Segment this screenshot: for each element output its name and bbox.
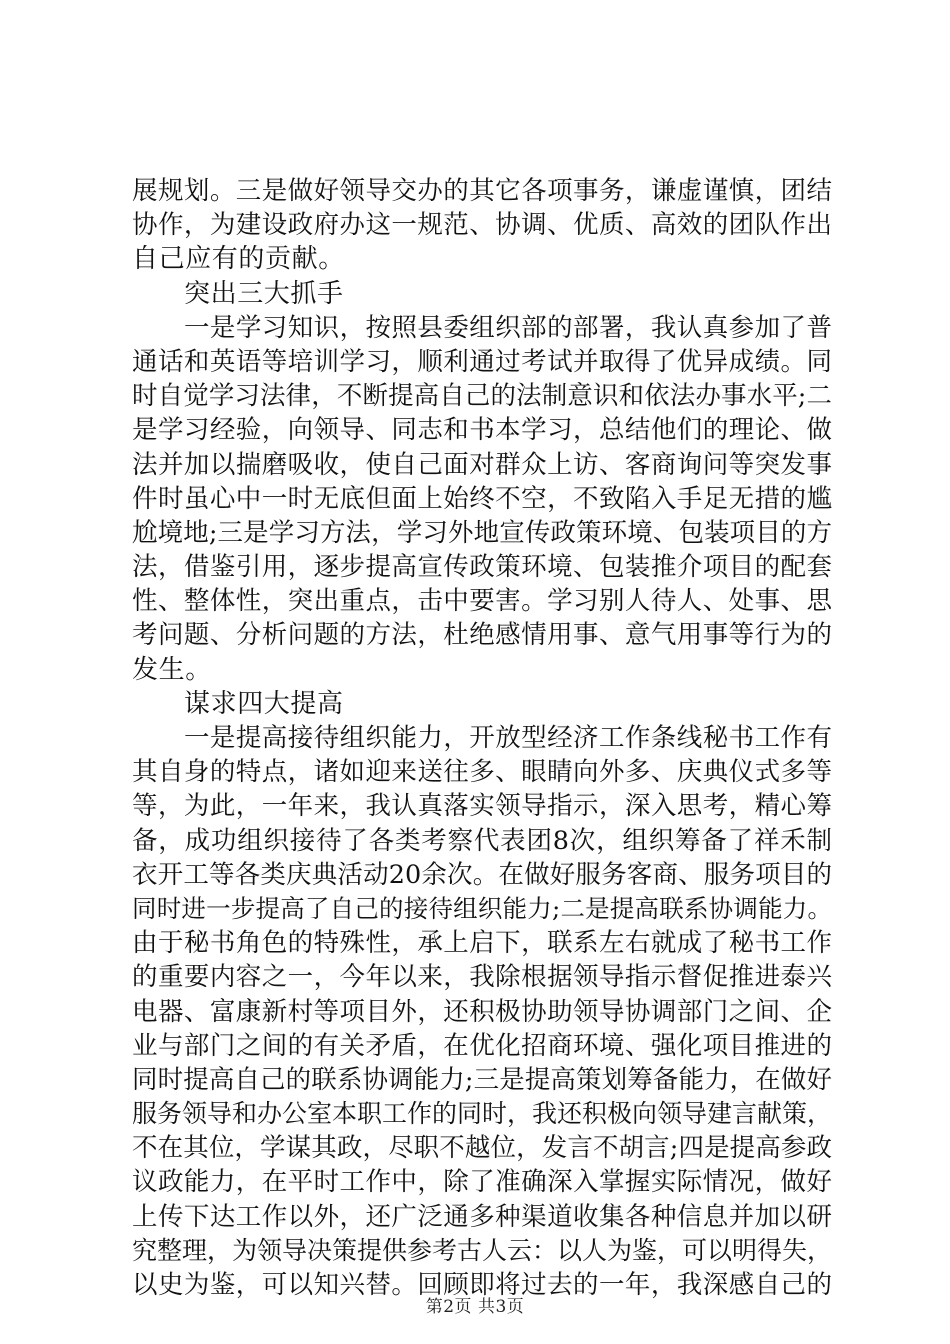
page-footer	[0, 1292, 950, 1317]
text-line: 衣开工等各类庆典活动20余次。在做好服务客商、服务项目的	[132, 859, 832, 890]
text-line: 时自觉学习法律，不断提高自己的法制意识和依法办事水平;二	[132, 381, 832, 412]
text-line: 一是提高接待组织能力，开放型经济工作条线秘书工作有	[184, 723, 832, 753]
text-line: 展规划。三是做好领导交办的其它各项事务，谦虚谨慎，团结	[132, 176, 832, 206]
text-line: 是学习经验，向领导、同志和书本学习，总结他们的理论、做	[132, 415, 832, 446]
text-line: 一是学习知识，按照县委组织部的部署，我认真参加了普	[184, 312, 832, 343]
text-line: 电器、富康新村等项目外，还积极协助领导协调部门之间、企	[132, 996, 832, 1027]
text-line: 性、整体性，突出重点，击中要害。学习别人待人、处事、思	[132, 586, 832, 617]
page-number-label: 第2页 共3页	[425, 1297, 525, 1317]
text-line: 同时进一步提高了自己的接待组织能力;二是提高联系协调能力。	[132, 893, 832, 923]
text-line: 备，成功组织接待了各类考察代表团8次，组织筹备了祥禾制	[132, 825, 832, 856]
text-line: 其自身的特点，诸如迎来送往多、眼睛向外多、庆典仪式多等	[132, 757, 832, 788]
text-line: 考问题、分析问题的方法，杜绝感情用事、意气用事等行为的	[132, 620, 832, 651]
text-line: 协作，为建设政府办这一规范、协调、优质、高效的团队作出	[132, 210, 832, 241]
text-line: 法，借鉴引用，逐步提高宣传政策环境、包装推介项目的配套	[132, 552, 832, 583]
text-line: 上传下达工作以外，还广泛通多种渠道收集各种信息并加以研	[132, 1201, 832, 1232]
text-line: 同时提高自己的联系协调能力;三是提高策划筹备能力，在做好	[132, 1064, 832, 1095]
text-line: 的重要内容之一，今年以来，我除根据领导指示督促推进泰兴	[132, 962, 832, 993]
text-line: 通话和英语等培训学习，顺利通过考试并取得了优异成绩。同	[132, 346, 832, 377]
text-line: 究整理，为领导决策提供参考古人云：以人为鉴，可以明得失，	[132, 1235, 833, 1265]
section-heading: 谋求四大提高	[184, 688, 344, 719]
text-line: 服务领导和办公室本职工作的同时，我还积极向领导建言献策，	[132, 1099, 833, 1129]
section-heading: 突出三大抓手	[184, 278, 344, 309]
text-line: 不在其位，学谋其政，尽职不越位，发言不胡言;四是提高参政	[132, 1133, 832, 1164]
text-line: 发生。	[132, 654, 212, 685]
text-line: 尬境地;三是学习方法，学习外地宣传政策环境、包装项目的方	[132, 517, 832, 548]
text-line: 等，为此，一年来，我认真落实领导指示，深入思考，精心筹	[132, 791, 832, 822]
text-line: 由于秘书角色的特殊性，承上启下，联系左右就成了秘书工作	[132, 928, 832, 959]
text-line: 自己应有的贡献。	[132, 244, 345, 275]
document-body	[132, 174, 832, 1302]
text-line: 件时虽心中一时无底但面上始终不空，不致陷入手足无措的尴	[132, 483, 832, 514]
text-line: 业与部门之间的有关矛盾，在优化招商环境、强化项目推进的	[132, 1030, 832, 1061]
text-line: 议政能力，在平时工作中，除了准确深入掌握实际情况，做好	[132, 1167, 832, 1198]
text-line: 以史为鉴，可以知兴替。回顾即将过去的一年，我深感自己的	[132, 1270, 832, 1300]
text-line: 法并加以揣磨吸收，使自己面对群众上访、客商询问等突发事	[132, 449, 832, 480]
